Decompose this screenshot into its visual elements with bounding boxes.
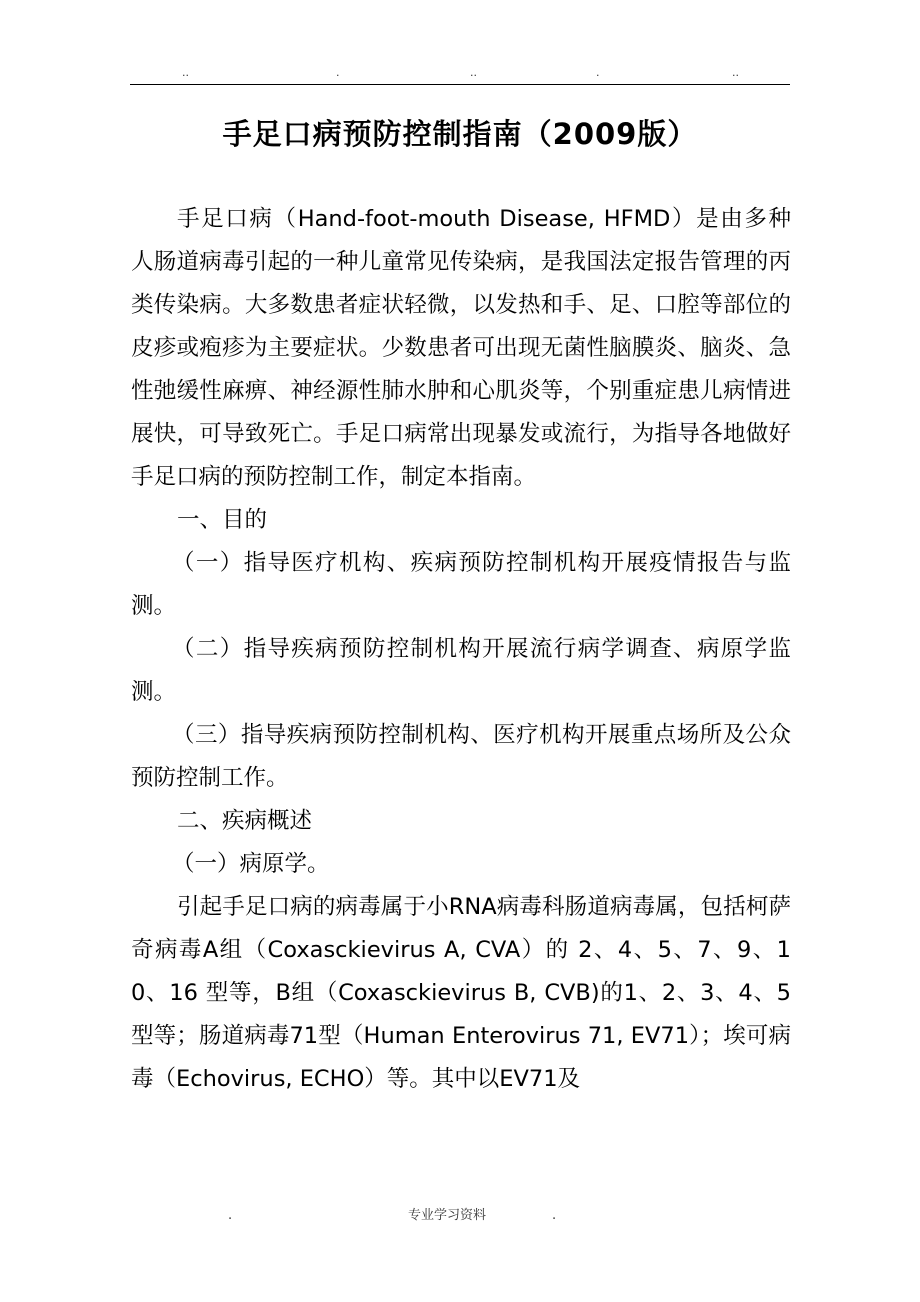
page-title: 手足口病预防控制指南（2009版）	[222, 117, 698, 151]
footer-dot: .	[228, 1208, 233, 1223]
pathogen-paragraph: 引起手足口病的病毒属于小RNA病毒科肠道病毒属，包括柯萨奇病毒A组（Coxasckievirus A, CVA）的 2、4、5、7、9、10、16 型等，B组（Coxasckievirus B, CVB)的1、2、3、4、5 型等；肠道病毒71型（Human Enterovirus 71, EV71）；埃可病毒（Echovirus, ECHO）等。其中以EV71及	[131, 894, 791, 1092]
footer-label: 专业学习资料	[408, 1208, 487, 1223]
header-dots	[130, 66, 790, 80]
intro-paragraph: 手足口病（Hand-foot-mouth Disease, HFMD）是由多种人肠道病毒引起的一种儿童常见传染病，是我国法定报告管理的丙类传染病。大多数患者症状轻微，以发热和手、足、口腔等部位的皮疹或疱疹为主要症状。少数患者可出现无菌性脑膜炎、脑炎、急性弛缓性麻痹、神经源性肺水肿和心肌炎等，个别重症患儿病情进展快，可导致死亡。手足口病常出现暴发或流行，为指导各地做好手足口病的预防控制工作，制定本指南。	[131, 206, 791, 490]
section-heading: 二、疾病概述	[177, 808, 313, 834]
header-dot: ..	[182, 66, 189, 79]
header-dot: .	[596, 66, 600, 79]
list-item: （二）指导疾病预防控制机构开展流行病学调查、病原学监测。	[131, 636, 791, 705]
header-dot: .	[336, 66, 340, 79]
header-rule	[130, 84, 790, 85]
header-dot: ..	[470, 66, 477, 79]
page-footer	[0, 1201, 920, 1231]
document-body	[131, 198, 791, 1101]
footer-dot: .	[552, 1208, 557, 1223]
subsection-heading: （一）病原学。	[172, 851, 330, 877]
list-item: （三）指导疾病预防控制机构、医疗机构开展重点场所及公众预防控制工作。	[131, 722, 791, 791]
header-dot: ..	[732, 66, 739, 79]
section-heading: 一、目的	[177, 507, 268, 533]
list-item: （一）指导医疗机构、疾病预防控制机构开展疫情报告与监测。	[131, 550, 791, 619]
